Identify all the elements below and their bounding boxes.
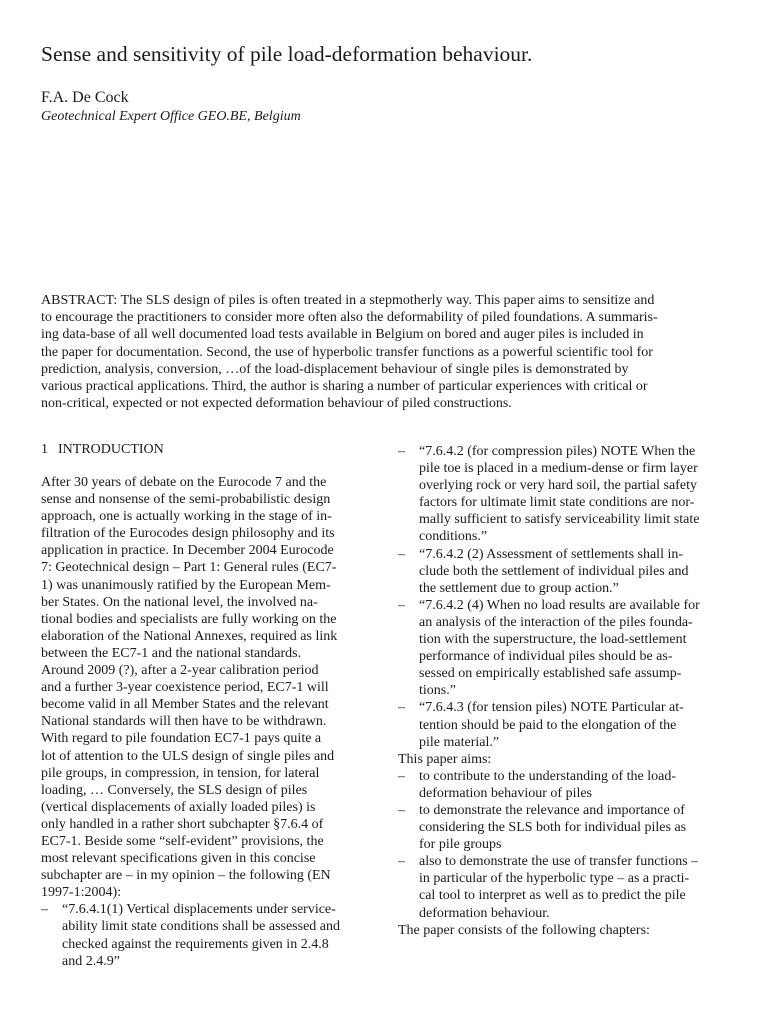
paper-title: Sense and sensitivity of pile load-deformation behaviour. (41, 42, 533, 66)
quote-line: “7.6.4.3 (for tension piles) NOTE Particular at- (419, 700, 684, 716)
aim-item (398, 768, 738, 802)
aim-line: for pile groups (419, 837, 502, 853)
aims-intro: This paper aims: (398, 751, 492, 767)
abstract-line: non-critical, expected or not expected deformation behaviour of piled constructions. (41, 396, 512, 412)
quote-item (398, 443, 738, 546)
quote-line: mally sufficient to satisfy serviceability limit state (419, 512, 700, 528)
author-affiliation: Geotechnical Expert Office GEO.BE, Belgium (41, 109, 301, 124)
abstract (41, 292, 741, 412)
paragraph-line: tional bodies and specialists are fully working on the (41, 611, 337, 627)
chapters-intro: The paper consists of the following chapters: (398, 922, 650, 938)
section-heading (41, 441, 381, 459)
paragraph-line: filtration of the Eurocodes design philosophy and its (41, 526, 335, 542)
quote-line: tion with the superstructure, the load-settlement (419, 632, 687, 648)
quote-line: checked against the requirements given in 2.4.8 (62, 936, 329, 952)
paragraph-line: Around 2009 (?), after a 2-year calibration period (41, 663, 319, 679)
paragraph-line: become valid in all Member States and the relevant (41, 697, 329, 713)
abstract-line: ABSTRACT: The SLS design of piles is often treated in a stepmotherly way. This paper aims to sensitize and (41, 293, 655, 308)
dash-marker: – (398, 546, 405, 562)
quote-line: clude both the settlement of individual piles and (419, 563, 689, 579)
quote-line: pile material.” (419, 734, 500, 750)
quote-line: “7.6.4.2 (for compression piles) NOTE When the (419, 444, 696, 459)
paragraph-line: only handled in a rather short subchapter §7.6.4 of (41, 816, 324, 832)
quote-item (398, 546, 738, 597)
aim-line: in particular of the hyperbolic type – as a practi- (419, 871, 690, 887)
author-name: F.A. De Cock (41, 89, 129, 106)
aim-line: considering the SLS both for individual piles as (419, 820, 687, 836)
quote-line: overlying rock or very hard soil, the partial safety (419, 478, 697, 494)
quote-line: pile toe is placed in a medium-dense or firm layer (419, 461, 698, 477)
paragraph-line: After 30 years of debate on the Eurocode 7 and the (41, 475, 327, 490)
quote-line: tions.” (419, 683, 456, 699)
paragraph-line: elaboration of the National Annexes, required as link (41, 628, 338, 644)
paragraph-line: pile groups, in compression, in tension, for lateral (41, 765, 320, 781)
quote-item (398, 699, 738, 750)
abstract-line: prediction, analysis, conversion, …of the load-displacement behaviour of single piles is demonstrated by (41, 361, 629, 377)
quote-line: factors for ultimate limit state conditions are nor- (419, 495, 695, 511)
paragraph-line: loading, … Conversely, the SLS design of piles (41, 782, 308, 798)
section-number: 1 (41, 442, 48, 457)
paragraph-line: most relevant specifications given in this concise (41, 851, 316, 867)
quote-item (41, 901, 381, 969)
dash-marker: – (398, 854, 405, 870)
right-column (398, 443, 738, 939)
paragraph-line: and a further 3-year coexistence period, EC7-1 will (41, 680, 329, 696)
dash-marker: – (398, 802, 405, 818)
quote-line: performance of individual piles should be as- (419, 649, 673, 665)
paragraph-line: ber States. On the national level, the involved na- (41, 594, 318, 610)
paragraph-line: subchapter are – in my opinion – the following (EN (41, 868, 331, 884)
dash-marker: – (398, 444, 405, 459)
paragraph-line: 1) was unanimously ratified by the European Mem- (41, 577, 331, 593)
dash-marker: – (398, 768, 405, 784)
paragraph-line: approach, one is actually working in the stage of in- (41, 509, 332, 525)
quote-line: “7.6.4.2 (4) When no load results are available for (419, 597, 700, 613)
section-title: INTRODUCTION (58, 442, 164, 457)
aim-line: deformation behaviour of piles (419, 785, 593, 801)
dash-marker: – (41, 902, 48, 918)
aim-line: to demonstrate the relevance and importance of (419, 802, 685, 818)
aim-item (398, 853, 738, 921)
left-column (41, 441, 381, 970)
abstract-line: ing data-base of all well documented load tests available in Belgium on bored and auger piles is included in (41, 327, 644, 343)
paragraph-line: sense and nonsense of the semi-probabilistic design (41, 492, 331, 508)
paragraph-line: EC7-1. Beside some “self-evident” provisions, the (41, 833, 324, 849)
intro-paragraph (41, 474, 381, 901)
paragraph-line: National standards will then have to be withdrawn. (41, 714, 327, 730)
aim-line: cal tool to interpret as well as to predict the pile (419, 888, 686, 904)
quote-line: the settlement due to group action.” (419, 580, 619, 596)
abstract-line: to encourage the practitioners to consider more often also the deformability of piled foundations. A summaris- (41, 310, 658, 326)
paragraph-line: (vertical displacements of axially loaded piles) is (41, 799, 316, 815)
aim-line: deformation behaviour. (419, 905, 550, 921)
dash-marker: – (398, 597, 405, 613)
quote-line: “7.6.4.2 (2) Assessment of settlements shall in- (419, 546, 684, 562)
quote-line: tention should be paid to the elongation of the (419, 717, 677, 733)
paragraph-line: 1997-1:2004): (41, 885, 122, 901)
paragraph-line: lot of attention to the ULS design of single piles and (41, 748, 335, 764)
quote-line: sessed on empirically established safe assump- (419, 666, 682, 682)
abstract-line: the paper for documentation. Second, the use of hyperbolic transfer functions as a powerful scientific tool for (41, 344, 653, 360)
aim-item (398, 802, 738, 853)
quote-item (398, 597, 738, 700)
quote-line: an analysis of the interaction of the piles founda- (419, 614, 693, 630)
quote-line: “7.6.4.1(1) Vertical displacements under service- (62, 902, 336, 918)
paragraph-line: 7: Geotechnical design – Part 1: General rules (EC7- (41, 560, 337, 576)
dash-marker: – (398, 700, 405, 716)
paragraph-line: between the EC7-1 and the national standards. (41, 645, 302, 661)
aim-line: to contribute to the understanding of the load- (419, 768, 676, 784)
paragraph-line: application in practice. In December 2004 Eurocode (41, 543, 334, 559)
paragraph-line: With regard to pile foundation EC7-1 pays quite a (41, 731, 322, 747)
quote-line: conditions.” (419, 529, 488, 545)
quote-line: ability limit state conditions shall be assessed and (62, 919, 341, 935)
quote-line: and 2.4.9” (62, 953, 120, 969)
aim-line: also to demonstrate the use of transfer functions – (419, 854, 699, 870)
abstract-line: various practical applications. Third, the author is sharing a number of particular experiences with critical or (41, 379, 648, 395)
